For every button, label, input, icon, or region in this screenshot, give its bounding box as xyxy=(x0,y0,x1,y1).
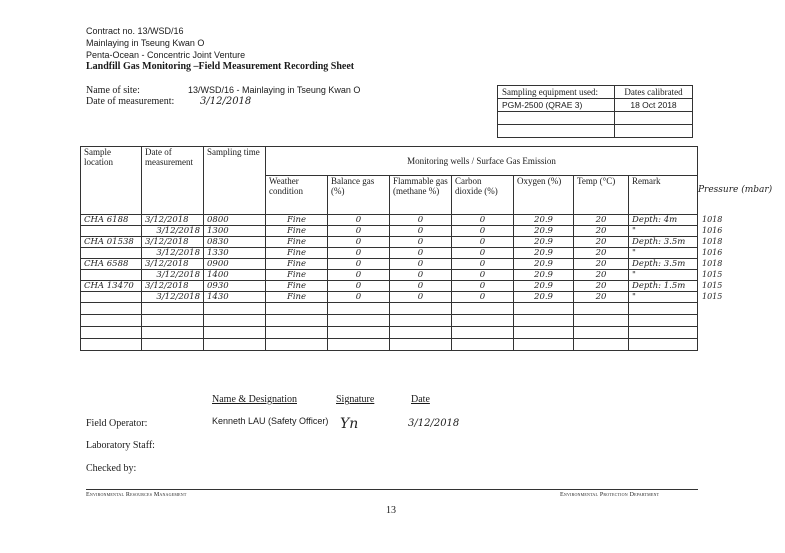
cell-balance: 0 xyxy=(328,215,390,226)
cell-co2: 0 xyxy=(452,281,514,292)
empty-cell xyxy=(81,327,142,339)
cell-temp: 20 xyxy=(574,281,629,292)
cell-balance: 0 xyxy=(328,281,390,292)
footer-rule xyxy=(86,489,698,490)
contractor-name: Penta-Ocean - Concentric Joint Venture xyxy=(86,50,246,60)
col-remark: Remark xyxy=(629,176,698,215)
cell-location xyxy=(81,226,142,237)
empty-row xyxy=(81,303,698,315)
cell-remark: " xyxy=(629,226,698,237)
equipment-header: Sampling equipment used: xyxy=(498,86,615,99)
empty-cell xyxy=(452,327,514,339)
empty-row xyxy=(81,315,698,327)
cell-oxygen: 20.9 xyxy=(514,226,574,237)
cell-flammable: 0 xyxy=(390,281,452,292)
cell-weather: Fine xyxy=(266,292,328,303)
empty-cell xyxy=(142,303,204,315)
empty-cell xyxy=(266,315,328,327)
cell-weather: Fine xyxy=(266,237,328,248)
measurement-table xyxy=(80,146,698,351)
cell-flammable: 0 xyxy=(390,237,452,248)
empty-cell xyxy=(266,303,328,315)
cell-date: 3/12/2018 xyxy=(142,215,204,226)
cell-location xyxy=(81,270,142,281)
col-temp: Temp (°C) xyxy=(574,176,629,215)
cell-location: CHA 6188 xyxy=(81,215,142,226)
cell-balance: 0 xyxy=(328,237,390,248)
empty-cell xyxy=(204,327,266,339)
pressure-value: 1016 xyxy=(702,248,723,257)
field-operator-label: Field Operator: xyxy=(86,418,148,429)
empty-cell xyxy=(514,339,574,351)
site-name-label: Name of site: xyxy=(86,85,140,96)
pressure-value: 1015 xyxy=(702,270,723,279)
field-operator-signature: Yn xyxy=(340,416,359,432)
cell-remark: Depth: 3.5m xyxy=(629,237,698,248)
cell-oxygen: 20.9 xyxy=(514,237,574,248)
cell-remark: " xyxy=(629,292,698,303)
empty-cell xyxy=(629,303,698,315)
equipment-cell xyxy=(498,112,615,125)
cell-time: 1400 xyxy=(204,270,266,281)
cell-co2: 0 xyxy=(452,259,514,270)
empty-cell xyxy=(452,315,514,327)
col-carbon-dioxide: Carbon dioxide (%) xyxy=(452,176,514,215)
empty-cell xyxy=(514,315,574,327)
empty-cell xyxy=(142,327,204,339)
cell-flammable: 0 xyxy=(390,270,452,281)
pressure-value: 1015 xyxy=(702,292,723,301)
cell-weather: Fine xyxy=(266,226,328,237)
cell-weather: Fine xyxy=(266,259,328,270)
pressure-value: 1018 xyxy=(702,215,723,224)
lab-staff-label: Laboratory Staff: xyxy=(86,440,155,451)
empty-cell xyxy=(390,339,452,351)
cell-flammable: 0 xyxy=(390,215,452,226)
empty-cell xyxy=(452,339,514,351)
cell-remark: Depth: 3.5m xyxy=(629,259,698,270)
empty-cell xyxy=(204,303,266,315)
cell-date: 3/12/2018 xyxy=(142,248,204,259)
equipment-table xyxy=(497,85,693,138)
cell-co2: 0 xyxy=(452,215,514,226)
empty-cell xyxy=(390,327,452,339)
cell-date: 3/12/2018 xyxy=(142,237,204,248)
page-number: 13 xyxy=(386,505,396,516)
empty-cell xyxy=(629,327,698,339)
empty-cell xyxy=(574,303,629,315)
empty-cell xyxy=(204,339,266,351)
cell-flammable: 0 xyxy=(390,259,452,270)
calibration-header: Dates calibrated xyxy=(615,86,693,99)
cell-time: 1300 xyxy=(204,226,266,237)
pressure-value: 1018 xyxy=(702,259,723,268)
cell-oxygen: 20.9 xyxy=(514,270,574,281)
cell-weather: Fine xyxy=(266,248,328,259)
cell-time: 0930 xyxy=(204,281,266,292)
empty-cell xyxy=(629,315,698,327)
empty-cell xyxy=(574,327,629,339)
empty-cell xyxy=(328,327,390,339)
table-row xyxy=(81,215,698,226)
cell-temp: 20 xyxy=(574,248,629,259)
cell-flammable: 0 xyxy=(390,226,452,237)
field-operator-date: 3/12/2018 xyxy=(408,418,460,429)
empty-cell xyxy=(266,327,328,339)
cell-oxygen: 20.9 xyxy=(514,259,574,270)
cell-time: 0900 xyxy=(204,259,266,270)
cell-time: 0830 xyxy=(204,237,266,248)
cell-temp: 20 xyxy=(574,215,629,226)
cell-temp: 20 xyxy=(574,270,629,281)
name-designation-header: Name & Designation xyxy=(212,394,297,405)
cell-oxygen: 20.9 xyxy=(514,215,574,226)
footer-right: Environmental Protection Department xyxy=(560,492,660,498)
cell-remark: Depth: 4m xyxy=(629,215,698,226)
cell-remark: " xyxy=(629,248,698,259)
empty-cell xyxy=(514,303,574,315)
measurement-date-value: 3/12/2018 xyxy=(200,96,252,107)
empty-cell xyxy=(452,303,514,315)
cell-oxygen: 20.9 xyxy=(514,248,574,259)
empty-cell xyxy=(514,327,574,339)
cell-oxygen: 20.9 xyxy=(514,292,574,303)
col-balance-gas: Balance gas (%) xyxy=(328,176,390,215)
cell-co2: 0 xyxy=(452,292,514,303)
cell-oxygen: 20.9 xyxy=(514,281,574,292)
empty-row xyxy=(81,327,698,339)
empty-cell xyxy=(142,339,204,351)
cell-location: CHA 01538 xyxy=(81,237,142,248)
cell-temp: 20 xyxy=(574,237,629,248)
signature-header: Signature xyxy=(336,394,375,405)
cell-temp: 20 xyxy=(574,226,629,237)
equipment-cell xyxy=(498,125,615,138)
calibration-cell xyxy=(615,125,693,138)
cell-location xyxy=(81,292,142,303)
cell-balance: 0 xyxy=(328,226,390,237)
cell-location xyxy=(81,248,142,259)
empty-cell xyxy=(142,315,204,327)
sheet-title: Landfill Gas Monitoring –Field Measurement Recording Sheet xyxy=(86,61,355,72)
cell-balance: 0 xyxy=(328,259,390,270)
empty-cell xyxy=(81,315,142,327)
cell-date: 3/12/2018 xyxy=(142,281,204,292)
project-name: Mainlaying in Tseung Kwan O xyxy=(86,38,205,48)
table-row xyxy=(81,259,698,270)
cell-balance: 0 xyxy=(328,292,390,303)
cell-temp: 20 xyxy=(574,292,629,303)
empty-cell xyxy=(574,315,629,327)
site-name-value: 13/WSD/16 - Mainlaying in Tseung Kwan O xyxy=(188,85,361,95)
cell-flammable: 0 xyxy=(390,292,452,303)
empty-cell xyxy=(81,339,142,351)
date-header: Date xyxy=(411,394,430,405)
cell-co2: 0 xyxy=(452,226,514,237)
table-row xyxy=(81,270,698,281)
pressure-side-label: Pressure (mbar) xyxy=(698,185,773,195)
empty-row xyxy=(81,339,698,351)
cell-location: CHA 13470 xyxy=(81,281,142,292)
cell-remark: Depth: 1.5m xyxy=(629,281,698,292)
empty-cell xyxy=(328,303,390,315)
cell-remark: " xyxy=(629,270,698,281)
empty-cell xyxy=(390,303,452,315)
empty-cell xyxy=(390,315,452,327)
cell-flammable: 0 xyxy=(390,248,452,259)
contract-number: Contract no. 13/WSD/16 xyxy=(86,26,184,36)
cell-weather: Fine xyxy=(266,215,328,226)
cell-time: 0800 xyxy=(204,215,266,226)
group-header: Monitoring wells / Surface Gas Emission xyxy=(266,147,698,176)
pressure-value: 1018 xyxy=(702,237,723,246)
empty-cell xyxy=(204,315,266,327)
cell-balance: 0 xyxy=(328,248,390,259)
measurement-date-label: Date of measurement: xyxy=(86,96,175,107)
cell-co2: 0 xyxy=(452,248,514,259)
col-date-of-measurement: Date of measurement xyxy=(142,147,204,215)
equipment-cell: PGM-2500 (QRAE 3) xyxy=(498,99,615,112)
cell-date: 3/12/2018 xyxy=(142,292,204,303)
calibration-cell xyxy=(615,112,693,125)
pressure-value: 1015 xyxy=(702,281,723,290)
cell-location: CHA 6588 xyxy=(81,259,142,270)
calibration-cell: 18 Oct 2018 xyxy=(615,99,693,112)
pressure-value: 1016 xyxy=(702,226,723,235)
table-row xyxy=(81,237,698,248)
empty-cell xyxy=(574,339,629,351)
footer-left: Environmental Resources Management xyxy=(86,492,187,498)
field-operator-name: Kenneth LAU (Safety Officer) xyxy=(212,416,329,426)
cell-weather: Fine xyxy=(266,281,328,292)
col-sample-location: Sample location xyxy=(81,147,142,215)
cell-co2: 0 xyxy=(452,237,514,248)
empty-cell xyxy=(266,339,328,351)
col-sampling-time: Sampling time xyxy=(204,147,266,215)
cell-temp: 20 xyxy=(574,259,629,270)
col-flammable-gas: Flammable gas (methane %) xyxy=(390,176,452,215)
cell-date: 3/12/2018 xyxy=(142,259,204,270)
checked-by-label: Checked by: xyxy=(86,463,137,474)
cell-time: 1430 xyxy=(204,292,266,303)
col-weather: Weather condition xyxy=(266,176,328,215)
empty-cell xyxy=(328,339,390,351)
table-row xyxy=(81,226,698,237)
cell-balance: 0 xyxy=(328,270,390,281)
empty-cell xyxy=(629,339,698,351)
table-row xyxy=(81,248,698,259)
table-row xyxy=(81,292,698,303)
table-row xyxy=(81,281,698,292)
cell-date: 3/12/2018 xyxy=(142,226,204,237)
empty-cell xyxy=(81,303,142,315)
pressure-column xyxy=(702,214,722,302)
cell-time: 1330 xyxy=(204,248,266,259)
cell-weather: Fine xyxy=(266,270,328,281)
cell-co2: 0 xyxy=(452,270,514,281)
cell-date: 3/12/2018 xyxy=(142,270,204,281)
col-oxygen: Oxygen (%) xyxy=(514,176,574,215)
empty-cell xyxy=(328,315,390,327)
